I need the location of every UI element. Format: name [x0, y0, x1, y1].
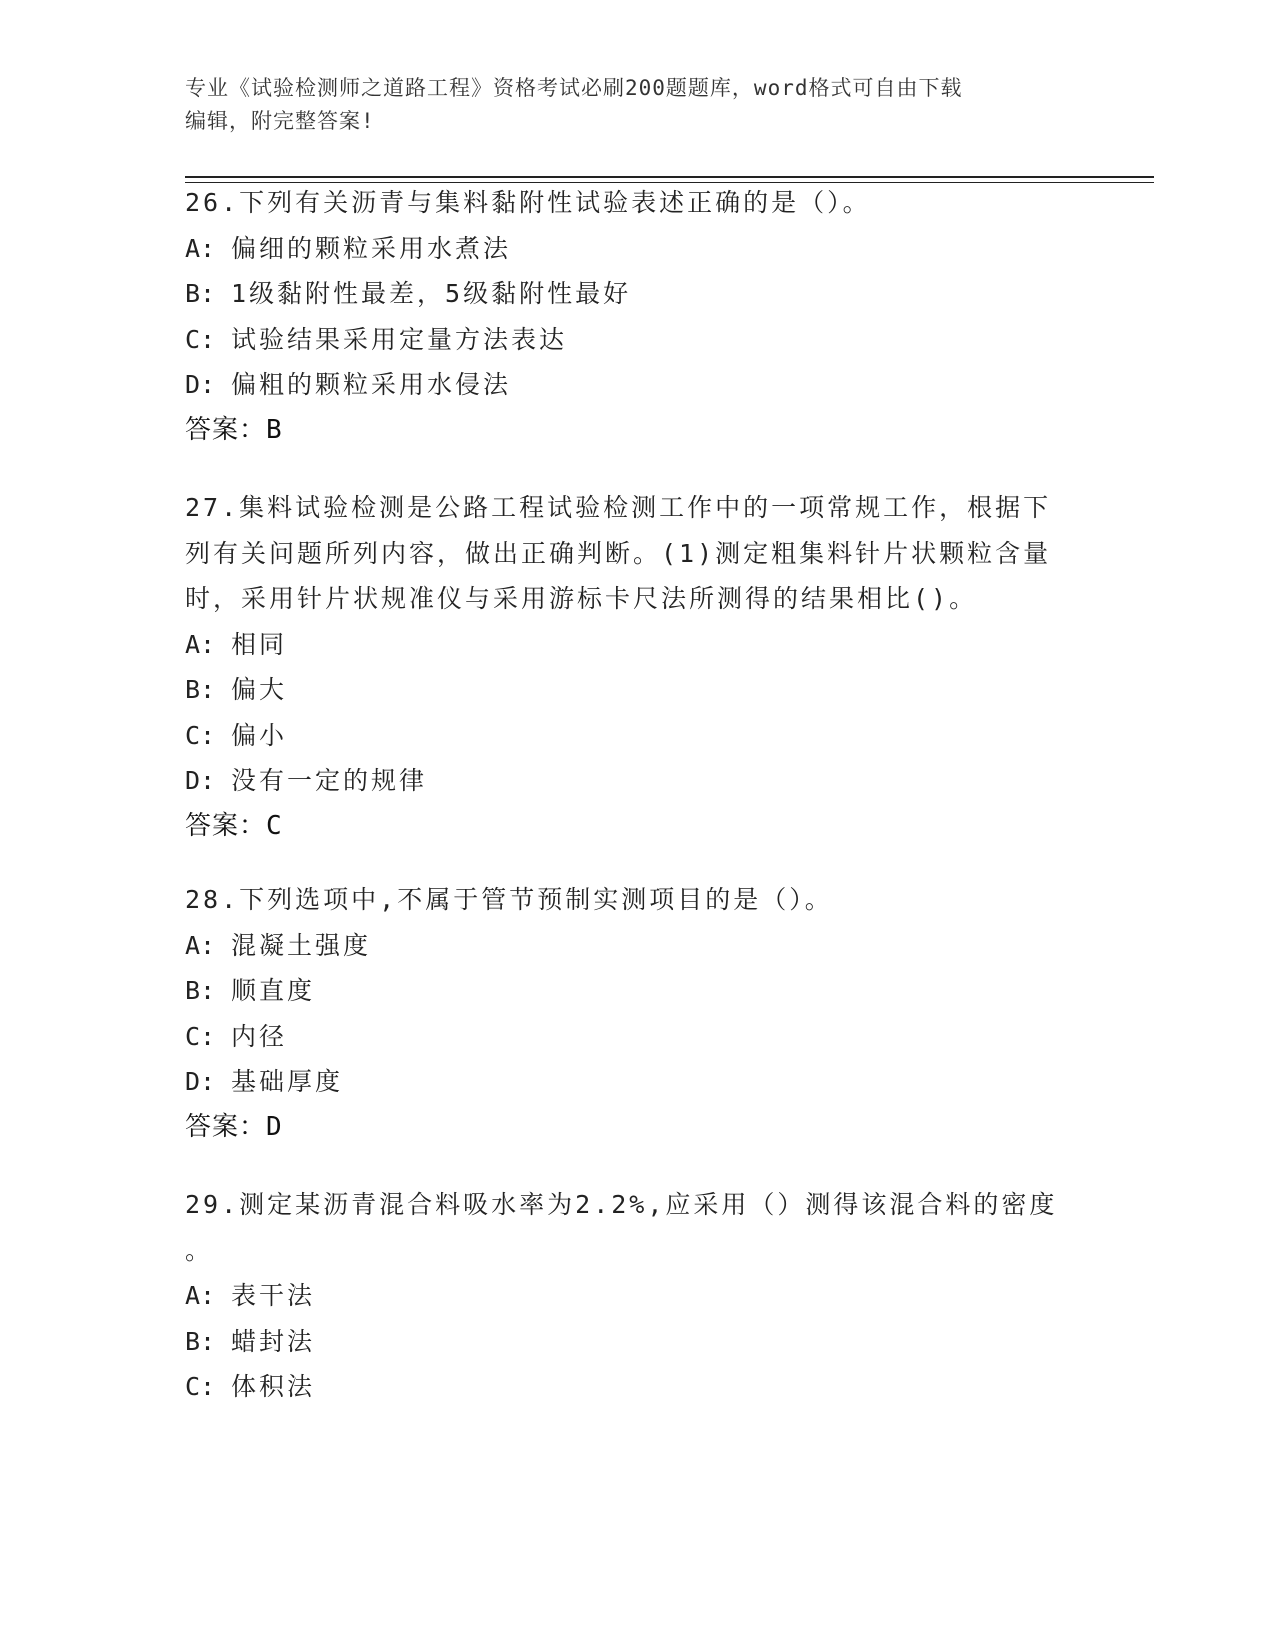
- option-b: [185, 1319, 1085, 1365]
- option-key: A:: [185, 930, 216, 960]
- answer-label: 答案：C: [185, 810, 283, 841]
- option-key: B:: [185, 1326, 216, 1356]
- option-key: C:: [185, 1021, 216, 1051]
- option-text: 内径: [231, 1021, 288, 1051]
- question-29: [185, 1182, 1085, 1410]
- header-divider-thick: [185, 176, 1154, 178]
- option-key: B:: [185, 976, 216, 1005]
- answer-label: 答案：B: [185, 414, 283, 445]
- header-line-2: 编辑，附完整答案!: [185, 109, 375, 133]
- option-text: 相同: [231, 629, 288, 659]
- option-text: 偏粗的颗粒采用水侵法: [231, 370, 512, 399]
- question-stem-line-2: 。: [185, 1235, 214, 1265]
- option-a: [185, 226, 1085, 272]
- option-key: A:: [185, 233, 216, 263]
- option-c: [185, 317, 1085, 363]
- option-text: 没有一定的规律: [231, 766, 428, 795]
- option-text: 1级黏附性最差，5级黏附性最好: [231, 279, 632, 308]
- option-text: 试验结果采用定量方法表达: [231, 324, 568, 354]
- option-a: [185, 622, 1085, 668]
- option-text: 基础厚度: [231, 1067, 344, 1096]
- option-a: [185, 923, 1085, 969]
- option-text: 偏小: [231, 720, 288, 750]
- option-c: [185, 713, 1085, 759]
- option-text: 体积法: [231, 1372, 316, 1401]
- option-key: C:: [185, 1372, 216, 1401]
- option-c: [185, 1014, 1085, 1060]
- option-key: B:: [185, 675, 216, 704]
- option-b: [185, 667, 1085, 713]
- question-stem-line-1: 27.集料试验检测是公路工程试验检测工作中的一项常规工作，根据下: [185, 493, 1052, 522]
- option-key: B:: [185, 279, 216, 308]
- option-text: 偏细的颗粒采用水煮法: [231, 233, 512, 263]
- question-stem-line-3: 时，采用针片状规准仪与采用游标卡尺法所测得的结果相比()。: [185, 584, 978, 613]
- option-key: A:: [185, 1281, 216, 1310]
- option-text: 偏大: [231, 675, 288, 704]
- question-stem: 26.下列有关沥青与集料黏附性试验表述正确的是（）。: [185, 188, 871, 217]
- question-stem: 28.下列选项中,不属于管节预制实测项目的是（）。: [185, 885, 833, 914]
- option-a: [185, 1273, 1085, 1319]
- question-26: [185, 180, 1085, 453]
- header-line-1: 专业《试验检测师之道路工程》资格考试必刷200题题库，word格式可自由下载: [185, 76, 963, 100]
- question-stem-line-2: 列有关问题所列内容，做出正确判断。(1)测定粗集料针片状颗粒含量: [185, 538, 1052, 568]
- option-text: 表干法: [231, 1281, 316, 1310]
- question-27: [185, 485, 1085, 849]
- option-d: [185, 362, 1085, 408]
- option-b: [185, 271, 1085, 317]
- question-28: [185, 877, 1085, 1150]
- option-key: D:: [185, 766, 216, 795]
- option-key: A:: [185, 629, 216, 659]
- document-header: [185, 72, 1085, 138]
- option-b: [185, 968, 1085, 1014]
- option-key: C:: [185, 324, 216, 354]
- answer-label: 答案：D: [185, 1111, 283, 1142]
- option-text: 顺直度: [231, 976, 316, 1005]
- option-text: 蜡封法: [231, 1326, 316, 1356]
- option-c: [185, 1364, 1085, 1410]
- option-d: [185, 758, 1085, 804]
- option-key: D:: [185, 1067, 216, 1096]
- option-key: C:: [185, 720, 216, 750]
- option-d: [185, 1059, 1085, 1105]
- question-stem-line-1: 29.测定某沥青混合料吸水率为2.2%,应采用（）测得该混合料的密度: [185, 1190, 1058, 1219]
- option-key: D:: [185, 370, 216, 399]
- option-text: 混凝土强度: [231, 930, 372, 960]
